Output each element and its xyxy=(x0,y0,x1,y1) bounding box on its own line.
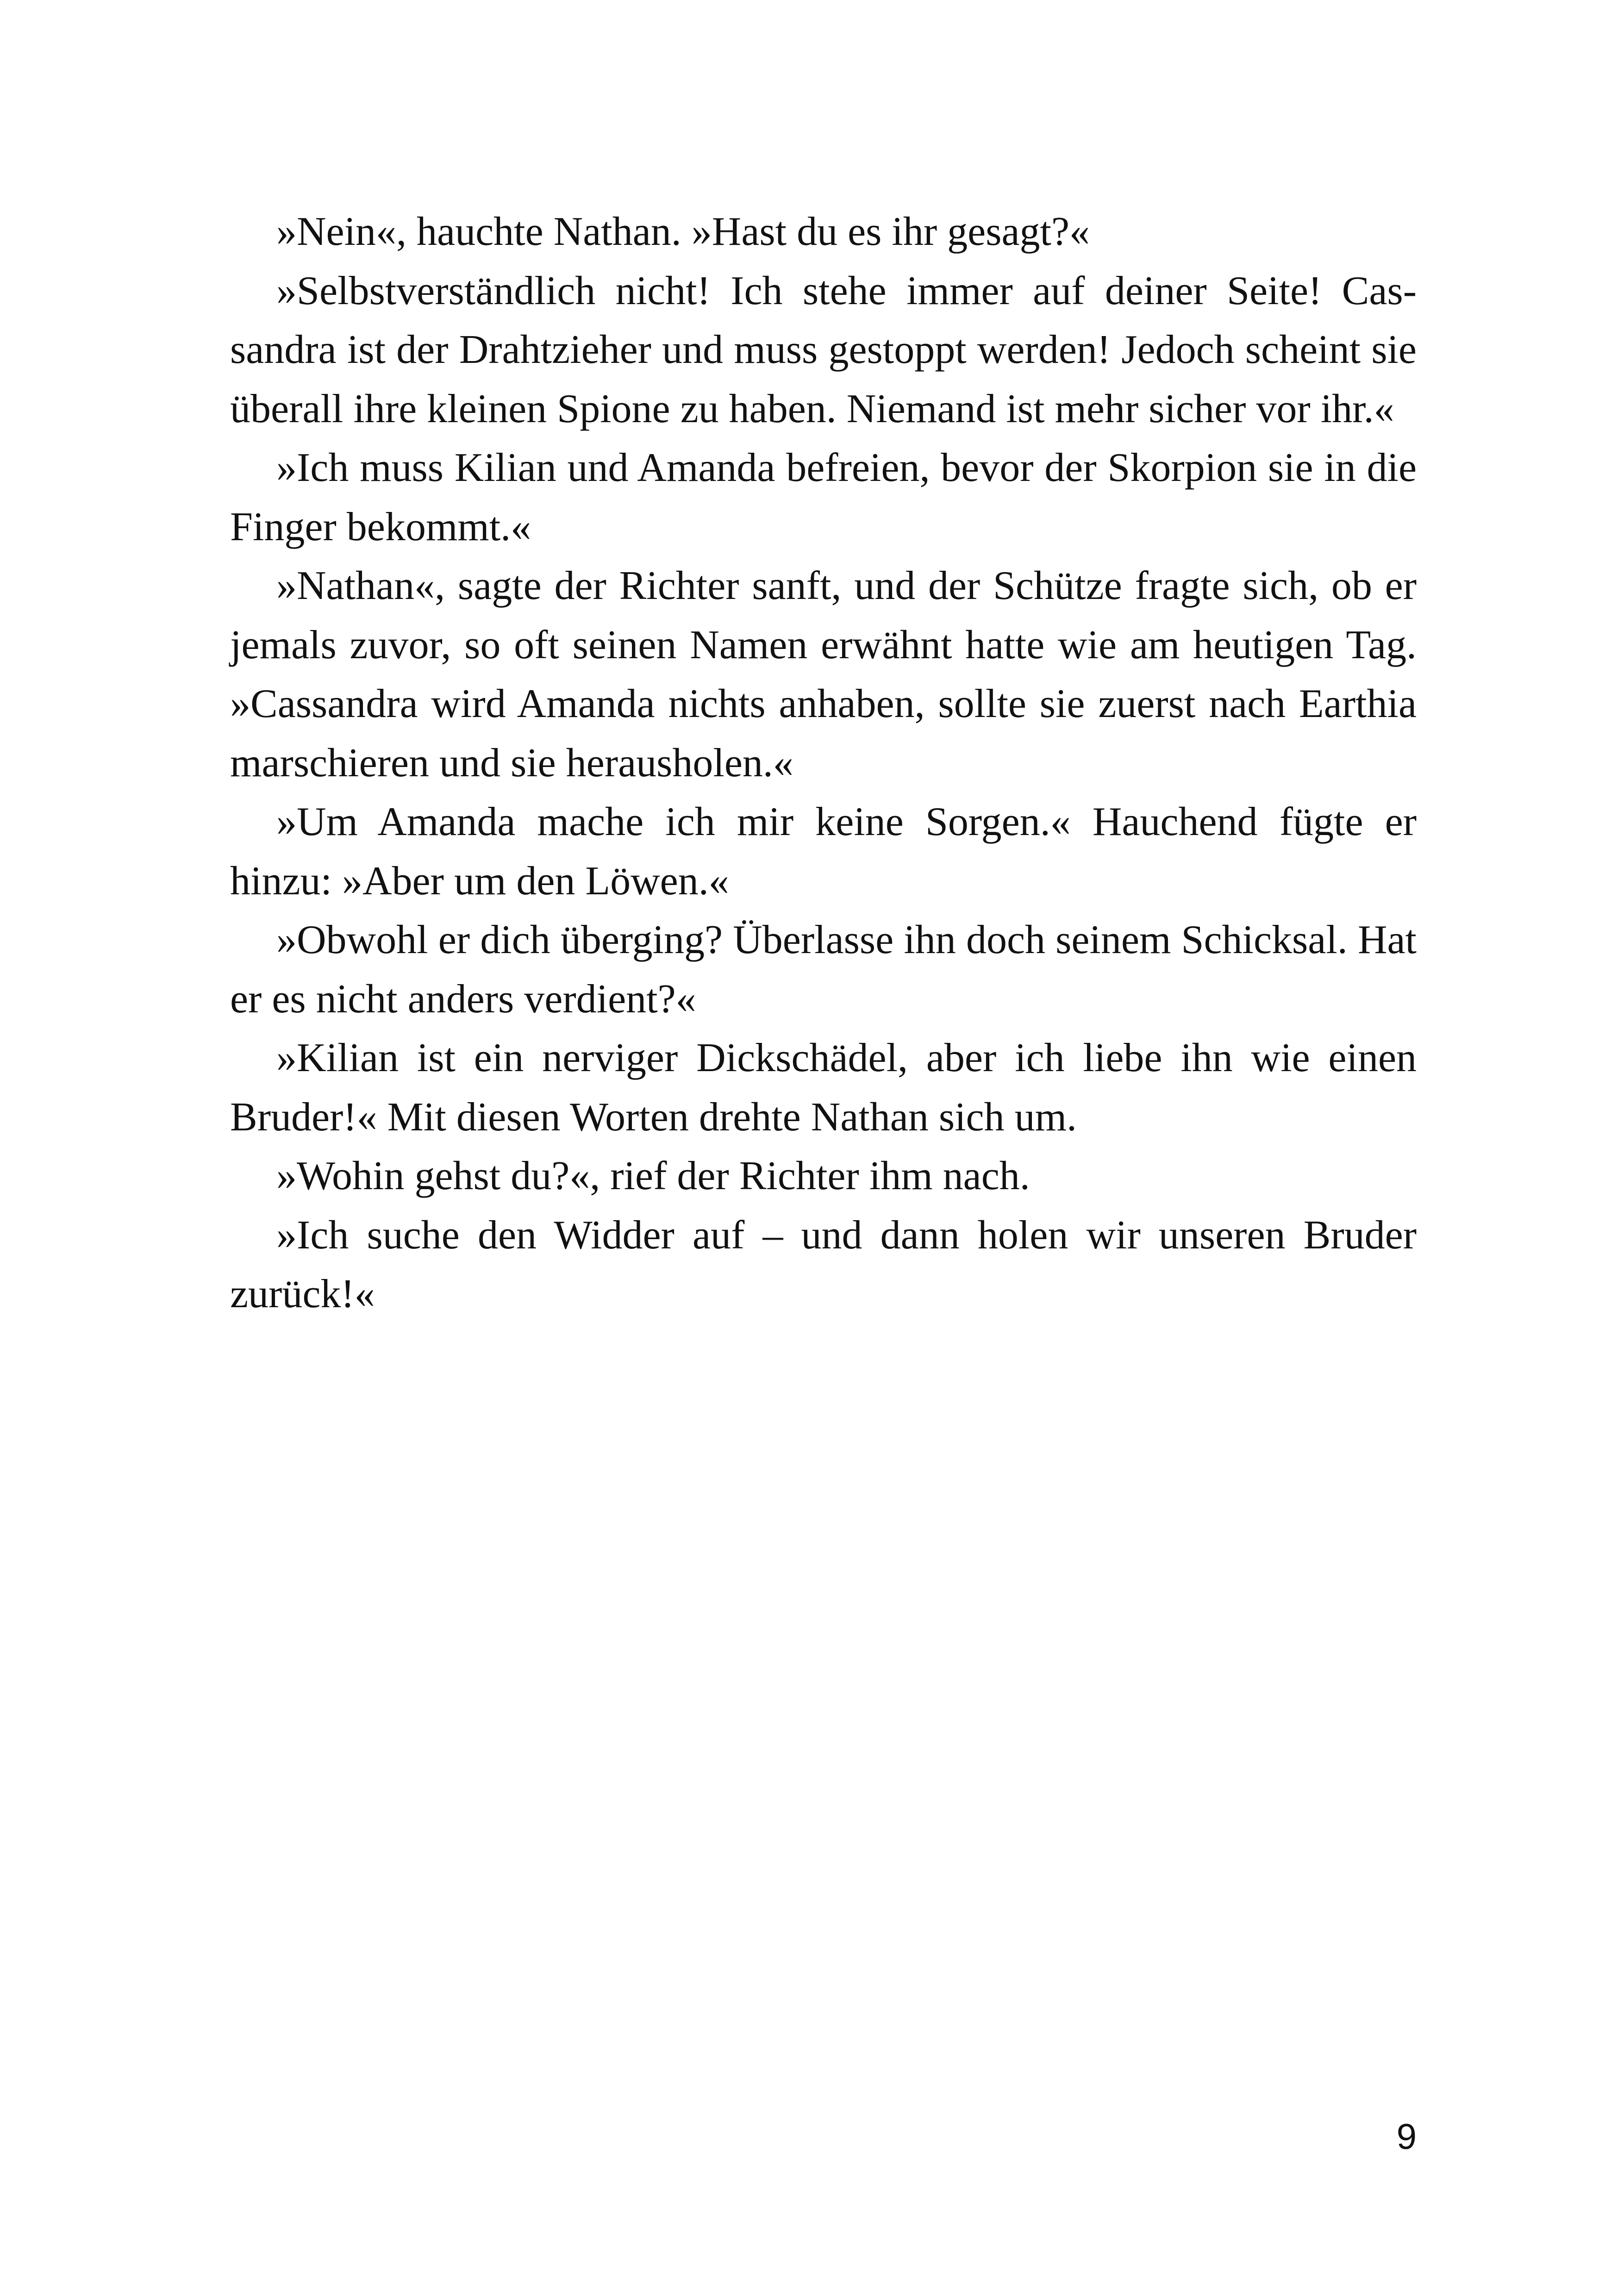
paragraph-7: »Kilian ist ein nerviger Dickschädel, aber ich liebe ihn wie einen Bruder!« Mit diesen Worten drehte Nathan sich um. xyxy=(230,1035,1417,1140)
paragraph-2: »Selbstverständlich nicht! Ich stehe immer auf deiner Seite! Cassandra ist der Drahtzieher und muss gestoppt werden! Jedoch scheint sie überall ihre kleinen Spione zu haben. Niemand ist mehr sicher vor ihr.« xyxy=(230,268,1417,431)
paragraph-1: »Nein«, hauchte Nathan. »Hast du es ihr gesagt?« xyxy=(276,209,1090,254)
paragraph-5: »Um Amanda mache ich mir keine Sorgen.« Hauchend fügte er hinzu: »Aber um den Löwen.« xyxy=(230,799,1417,904)
body-text xyxy=(230,202,1417,1324)
page-number: 9 xyxy=(1396,2116,1417,2157)
paragraph-8: »Wohin gehst du?«, rief der Richter ihm nach. xyxy=(276,1154,1030,1198)
paragraph-6: »Obwohl er dich überging? Überlasse ihn doch seinem Schicksal. Hat er es nicht anders verdient?« xyxy=(230,917,1417,1022)
paragraph-3: »Ich muss Kilian und Amanda befreien, bevor der Skorpion sie in die Finger bekommt.« xyxy=(230,445,1417,549)
paragraph-4: »Nathan«, sagte der Richter sanft, und der Schütze fragte sich, ob er jemals zuvor, so oft seinen Namen erwähnt hatte wie am heutigen Tag. »Cassandra wird Amanda nichts anhaben, sollte sie zuerst nach Earthia marschieren und sie herausholen.« xyxy=(230,563,1417,786)
paragraph-9: »Ich suche den Widder auf – und dann holen wir unseren Bruder zurück!« xyxy=(230,1212,1417,1316)
